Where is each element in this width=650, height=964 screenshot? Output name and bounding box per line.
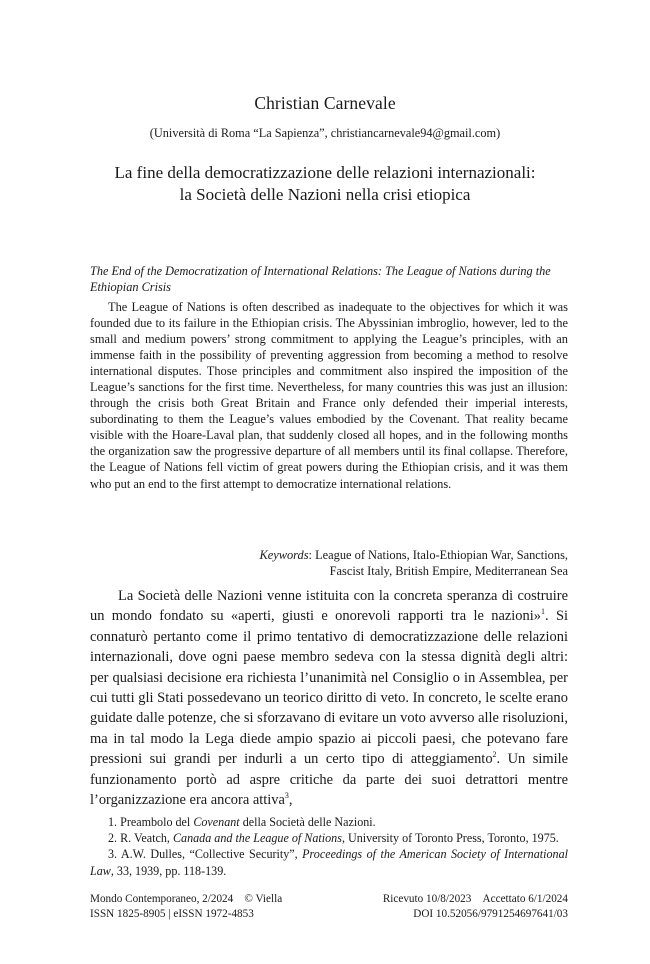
footer-journal: Mondo Contemporaneo, 2/2024 © Viella: [90, 893, 283, 905]
article-title-line-1: La fine della democratizzazione delle relazioni internazionali:: [114, 163, 536, 182]
body-text-3: . Un simile funzionamento portò ad aspre critiche da parte dei suoi detrattori mentre l’organizzazione era ancora attiva: [90, 751, 569, 809]
footnote-2-text: 2. R. Veatch,: [108, 831, 173, 846]
author-affiliation: (Università di Roma “La Sapienza”, christiancarnevale94@gmail.com): [149, 126, 501, 140]
footnotes: [90, 814, 568, 879]
footnote-2-italic: Canada and the League of Nations: [172, 831, 342, 846]
keywords-list-2: Fascist Italy, British Empire, Mediterranean Sea: [329, 564, 568, 578]
footer-issn: ISSN 1825-8905 | eISSN 1972-4853: [90, 908, 254, 921]
body-paragraph: [90, 586, 568, 810]
keywords: [148, 547, 568, 579]
footnote-ref-2[interactable]: 2: [492, 750, 497, 760]
footnote-3-text-end: , 33, 1939, pp. 118-139.: [110, 863, 227, 878]
footnote-1-italic: Covenant: [193, 815, 240, 829]
abstract-paragraph: The League of Nations is often described as inadequate to the objectives for which it was founded due to its failure in the Ethiopian crisis. The Abyssinian imbroglio, however, led to the small and medium powers’ strong commitment to applying the League’s principles, with an immense faith in the possibility of preventing aggression from becoming a method to resolve international disputes. Those principles and commitment also inspired the imposition of the League’s sanctions for the first time. Nevertheless, for many countries this was just an illusion: through the crisis both Great Britain and France only defended their imperial interests, subordinating to them the League’s values embodied by the Covenant. That reality became visible with the Hoare-Laval plan, that suddenly closed all hopes, and in the following months the organization saw the progressive departure of all members until its final collapse. Therefore, the League of Nations fell victim of great powers during the Ethiopian crisis, and it was them who put an end to the first attempt to democratize international relations.: [90, 300, 568, 491]
footer-dates: Ricevuto 10/8/2023 Accettato 6/1/2024: [382, 893, 568, 905]
keywords-line-1: [148, 547, 568, 563]
english-title: The End of the Democratization of International Relations: The League of Nations during the Ethiopian Crisis: [90, 264, 551, 294]
footnote-3-italic: Proceedings of the American Society of International Law: [90, 847, 569, 878]
footnote-2: [90, 830, 568, 846]
footnote-2-text-end: , University of Toronto Press, Toronto, 1975.: [341, 831, 559, 846]
article-title-line-2: la Società delle Nazioni nella crisi etiopica: [179, 185, 471, 204]
footnote-ref-3[interactable]: 3: [284, 791, 289, 801]
footer-journal-info: [90, 892, 282, 922]
footnote-1-text-end: della Società delle Nazioni.: [239, 815, 376, 829]
footer-doi: DOI 10.52056/9791254697641/03: [413, 908, 568, 921]
footnote-1: [90, 814, 568, 830]
body-text-4: ,: [288, 792, 293, 809]
article-title: [40, 162, 610, 206]
footer-article-info: [383, 892, 568, 922]
keywords-label: Keywords: [259, 548, 309, 562]
body-text-2: . Si connaturò pertanto come il primo tentativo di democratizzazione delle relazioni internazionali, dove ogni paese membro sedeva con la stessa dignità degli altri: per qualsiasi decisione era richiesta l’unanimità nel Consiglio o in Assemblea, per cui tutti gli Stati possedevano un teorico diritto di veto. In concreto, le scelte erano guidate dalle potenze, che si sforzavano di evitare un voto avverso alle risoluzioni, ma in tal modo la Lega diede ampio spazio ai piccoli paesi, che potevano fare pressioni sui grandi per indurli a un certo tipo di atteggiamento: [90, 608, 568, 768]
footnote-3-text: 3. A.W. Dulles, “Collective Security”,: [108, 847, 303, 862]
footnote-3: [90, 846, 568, 878]
author-name: Christian Carnevale: [254, 93, 396, 113]
keywords-list-1: : League of Nations, Italo-Ethiopian War, Sanctions,: [308, 548, 568, 562]
footnote-1-text: 1. Preambolo del: [108, 815, 194, 829]
footnote-ref-1[interactable]: 1: [540, 607, 545, 617]
body-text-1: La Società delle Nazioni venne istituita con la concreta speranza di costruire un mondo fondato su «aperti, giusti e onorevoli rapporti tra le nazioni»: [90, 588, 568, 625]
